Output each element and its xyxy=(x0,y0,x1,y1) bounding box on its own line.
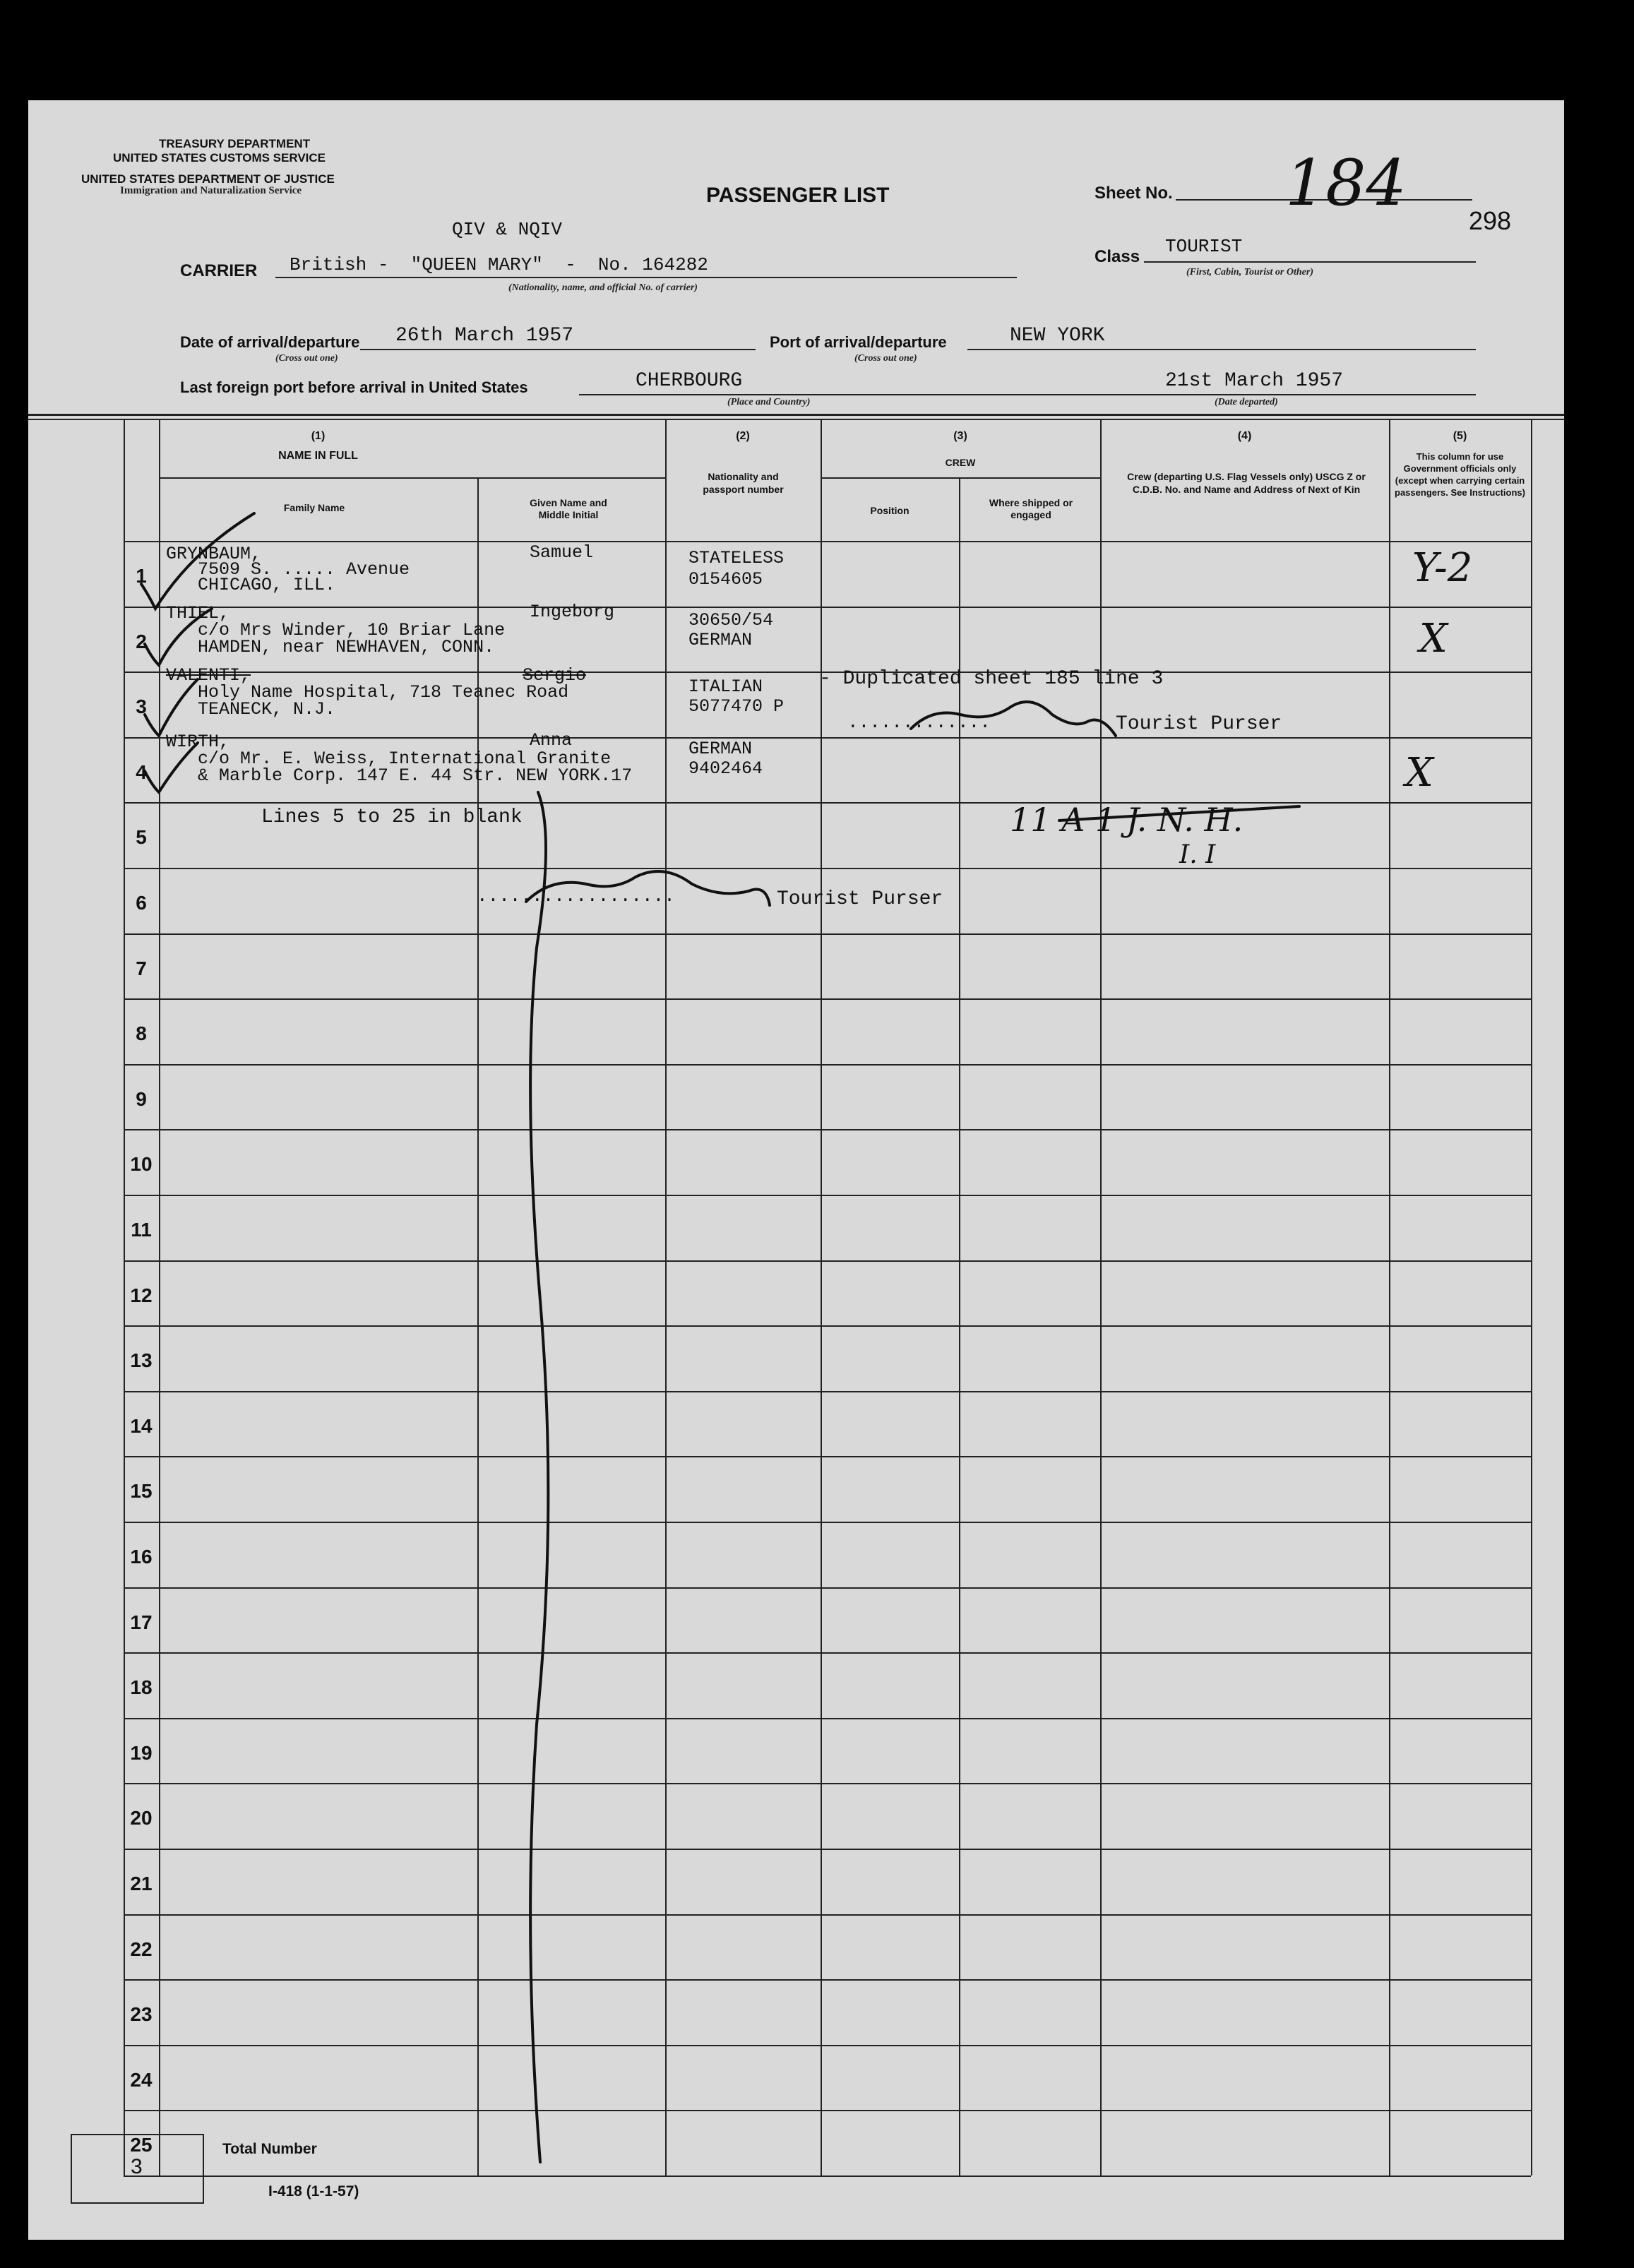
port-label: Port of arrival/departure xyxy=(770,333,947,351)
row-number: 5 xyxy=(136,826,147,849)
foreign-port-label: Last foreign port before arrival in United States xyxy=(180,378,528,396)
entry-address-1: Holy Name Hospital, 718 Teanec Road xyxy=(198,682,569,703)
entry-official-mark: X xyxy=(1405,750,1433,796)
passenger-list-form xyxy=(28,100,1564,2240)
entry-passport: 9402464 xyxy=(688,758,763,779)
agency-line-4: Immigration and Naturalization Service xyxy=(120,185,302,196)
entry-official-mark: X xyxy=(1419,616,1448,662)
entry-passport: 5077470 P xyxy=(688,696,785,717)
sheet-label: Sheet No. xyxy=(1095,184,1173,203)
row-number: 9 xyxy=(136,1087,147,1110)
col3b-header: Where shipped or engaged xyxy=(989,497,1073,520)
entry-official-mark: Y-2 xyxy=(1412,545,1473,591)
stamp-number: 298 xyxy=(1469,206,1512,235)
row-number: 3 xyxy=(136,696,147,718)
row-number: 13 xyxy=(130,1349,153,1372)
inspector-underline-icon xyxy=(1059,806,1299,820)
signature-icon xyxy=(911,702,1116,736)
port-value: NEW YORK xyxy=(1010,325,1105,347)
check-mark-icon xyxy=(145,743,198,792)
purser-title-2: Tourist Purser xyxy=(777,888,943,910)
col1-header: NAME IN FULL xyxy=(278,450,358,462)
entry-nationality: 30650/54 xyxy=(688,610,774,631)
carrier-class-note: QIV & NQIV xyxy=(452,219,563,240)
sheet-number: 184 xyxy=(1285,146,1407,220)
col3a-header: Position xyxy=(870,505,910,516)
row-number: 14 xyxy=(130,1414,153,1437)
form-title: PASSENGER LIST xyxy=(706,184,890,207)
col1-number: (1) xyxy=(311,430,326,442)
class-value: TOURIST xyxy=(1165,236,1243,257)
departure-date-value: 21st March 1957 xyxy=(1165,370,1344,392)
entry-passport: 0154605 xyxy=(688,569,763,590)
carrier-value: British - "QUEEN MARY" - No. 164282 xyxy=(290,254,708,275)
agency-line-1: TREASURY DEPARTMENT xyxy=(159,137,311,150)
row-number: 24 xyxy=(130,2068,153,2091)
entry-family-name: WIRTH, xyxy=(166,732,230,752)
entry-address-1: 7509 S. ..... Avenue xyxy=(198,559,410,580)
row-number: 10 xyxy=(130,1153,153,1176)
carrier-label: CARRIER xyxy=(180,261,258,280)
check-mark-icon xyxy=(141,513,254,609)
row-number: 18 xyxy=(130,1676,153,1699)
row-number: 1 xyxy=(136,565,147,587)
col3-header: CREW xyxy=(945,457,976,468)
inspector-mark: 11 A 1 J. N. H. xyxy=(1010,801,1244,839)
row-number: 25 xyxy=(130,2134,153,2156)
row-number: 20 xyxy=(130,1807,153,1830)
row-number: 2 xyxy=(136,630,147,652)
port-caption: (Cross out one) xyxy=(854,353,917,364)
check-mark-icon xyxy=(145,679,198,736)
entry-address-1: c/o Mrs Winder, 10 Briar Lane xyxy=(198,620,506,640)
row-number: 4 xyxy=(136,760,147,783)
entry-family-name: GRYNBAUM, xyxy=(166,544,262,564)
entry-address-1: c/o Mr. E. Weiss, International Granite xyxy=(198,748,612,769)
arrival-value: 26th March 1957 xyxy=(395,325,574,347)
agency-line-2: UNITED STATES CUSTOMS SERVICE xyxy=(113,151,326,165)
row-number: 6 xyxy=(136,892,147,914)
entry-passport: GERMAN xyxy=(688,630,753,650)
col3-number: (3) xyxy=(953,430,967,442)
carrier-caption: (Nationality, name, and official No. of carrier) xyxy=(508,282,698,293)
blank-lines-note: Lines 5 to 25 in blank xyxy=(261,806,523,828)
entry-given-name: Anna xyxy=(530,730,573,751)
col5-header: This column for use Government officials only (except when carrying certain passengers. See Instructions) xyxy=(1395,451,1525,498)
inspector-mark-2: I. I xyxy=(1179,840,1216,869)
entry-family-name: THIEL, xyxy=(166,603,230,623)
arrival-caption: (Cross out one) xyxy=(275,353,338,364)
foreign-port-caption: (Place and Country) xyxy=(727,397,811,407)
row-number: 19 xyxy=(130,1741,153,1764)
row-number: 21 xyxy=(130,1873,153,1894)
row-number: 16 xyxy=(130,1546,153,1568)
col1a-header: Family Name xyxy=(283,502,345,513)
arrival-label: Date of arrival/departure xyxy=(180,333,360,351)
row-number: 7 xyxy=(136,957,147,979)
row-number: 12 xyxy=(130,1284,153,1306)
col2-number: (2) xyxy=(736,430,750,442)
entry-address-2: TEANECK, N.J. xyxy=(198,699,336,720)
agency-line-3: UNITED STATES DEPARTMENT OF JUSTICE xyxy=(81,172,335,186)
form-number: I-418 (1-1-57) xyxy=(268,2183,359,2200)
entry-family-name: VALENTI, xyxy=(166,665,251,686)
row-number: 8 xyxy=(136,1022,147,1045)
row-number: 15 xyxy=(130,1480,153,1503)
departure-date-caption: (Date departed) xyxy=(1215,397,1278,407)
entry-given-name: Ingeborg xyxy=(530,602,615,622)
entry-given-name: Samuel xyxy=(530,542,594,563)
foreign-port-value: CHERBOURG xyxy=(636,370,743,392)
col1b-header: Given Name and Middle Initial xyxy=(530,497,607,520)
long-vertical-stroke-icon xyxy=(530,792,548,2162)
col4-number: (4) xyxy=(1237,430,1252,442)
total-value: 3 xyxy=(131,2155,143,2178)
entry-nationality: GERMAN xyxy=(688,739,753,759)
purser-title-1: Tourist Purser xyxy=(1116,713,1282,735)
handwriting-overlay xyxy=(28,100,1564,2240)
purser-dots-2: .................. xyxy=(477,885,675,907)
class-caption: (First, Cabin, Tourist or Other) xyxy=(1186,267,1313,277)
row-number: 22 xyxy=(130,1938,153,1960)
col5-number: (5) xyxy=(1453,430,1467,442)
row-number: 11 xyxy=(131,1219,152,1241)
col4-header: Crew (departing U.S. Flag Vessels only) USCG Z or C.D.B. No. and Name and Address of Next of Kin xyxy=(1127,471,1366,495)
class-label: Class xyxy=(1095,247,1140,266)
row-number: 23 xyxy=(130,2003,153,2026)
col2-header: Nationality and passport number xyxy=(703,471,784,495)
row-number: 17 xyxy=(130,1611,153,1633)
entry-nationality: ITALIAN xyxy=(688,676,763,697)
entry-address-2: HAMDEN, near NEWHAVEN, CONN. xyxy=(198,637,495,657)
purser-dots-1: ............. xyxy=(847,712,991,733)
entry-nationality: STATELESS xyxy=(688,548,785,568)
total-label: Total Number xyxy=(222,2141,317,2157)
entry-address-2: & Marble Corp. 147 E. 44 Str. NEW YORK.17 xyxy=(198,765,633,786)
duplicated-note: - Duplicated sheet 185 line 3 xyxy=(819,668,1164,690)
check-mark-icon xyxy=(145,609,212,665)
signature-icon xyxy=(526,871,770,905)
entry-given-name: Sergio xyxy=(523,665,587,686)
entry-address-2: CHICAGO, ILL. xyxy=(198,575,336,595)
